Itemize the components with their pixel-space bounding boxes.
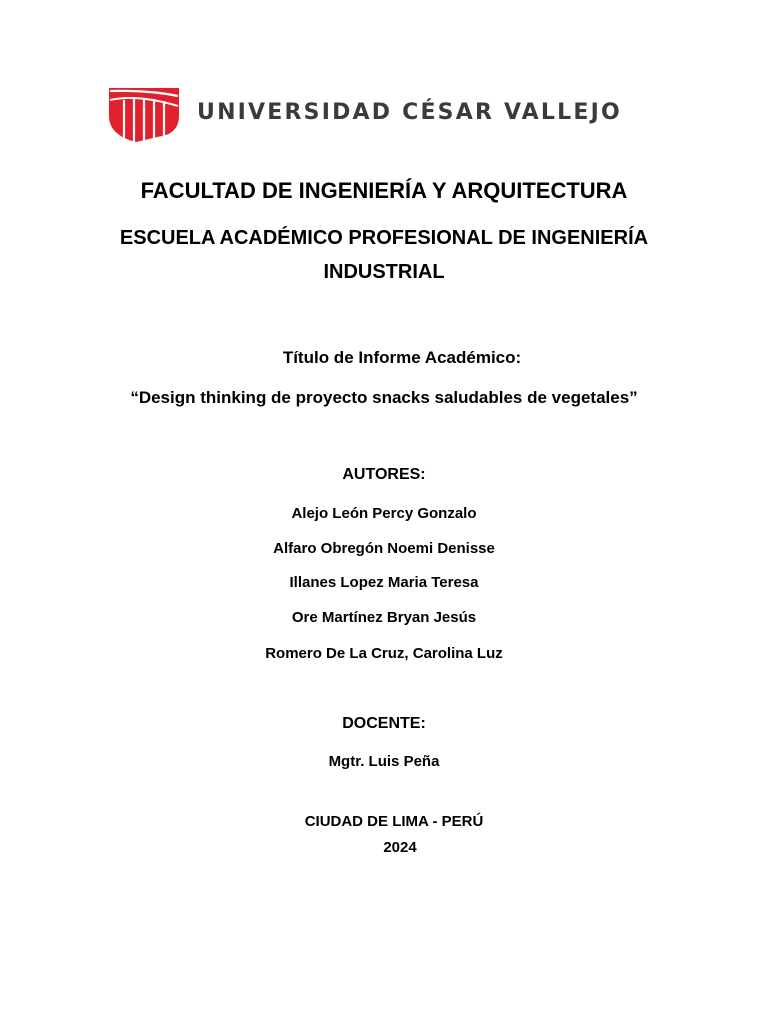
- school-heading-line1: ESCUELA ACADÉMICO PROFESIONAL DE INGENIERÍA: [119, 227, 649, 249]
- place-label: CIUDAD DE LIMA - PERÚ: [304, 813, 484, 830]
- author-name: Ore Martínez Bryan Jesús: [291, 609, 477, 626]
- authors-heading: AUTORES:: [342, 466, 426, 483]
- university-shield-icon: [108, 86, 180, 142]
- author-name: Alejo León Percy Gonzalo: [291, 505, 477, 522]
- university-logo: [108, 86, 628, 146]
- author-name: Romero De La Cruz, Carolina Luz: [265, 645, 503, 662]
- report-title: “Design thinking de proyecto snacks saludables de vegetales”: [130, 388, 638, 407]
- year-label: 2024: [383, 839, 417, 856]
- teacher-heading: DOCENTE:: [342, 715, 426, 732]
- teacher-name: Mgtr. Luis Peña: [328, 753, 440, 770]
- faculty-heading: FACULTAD DE INGENIERÍA Y ARQUITECTURA: [140, 178, 628, 203]
- university-name: UNIVERSIDAD CÉSAR VALLEJO: [197, 100, 622, 125]
- author-name: Alfaro Obregón Noemi Denisse: [273, 540, 495, 557]
- school-heading-line2: INDUSTRIAL: [323, 261, 445, 283]
- report-title-label: Título de Informe Académico:: [282, 348, 522, 367]
- author-name: Illanes Lopez Maria Teresa: [289, 574, 479, 591]
